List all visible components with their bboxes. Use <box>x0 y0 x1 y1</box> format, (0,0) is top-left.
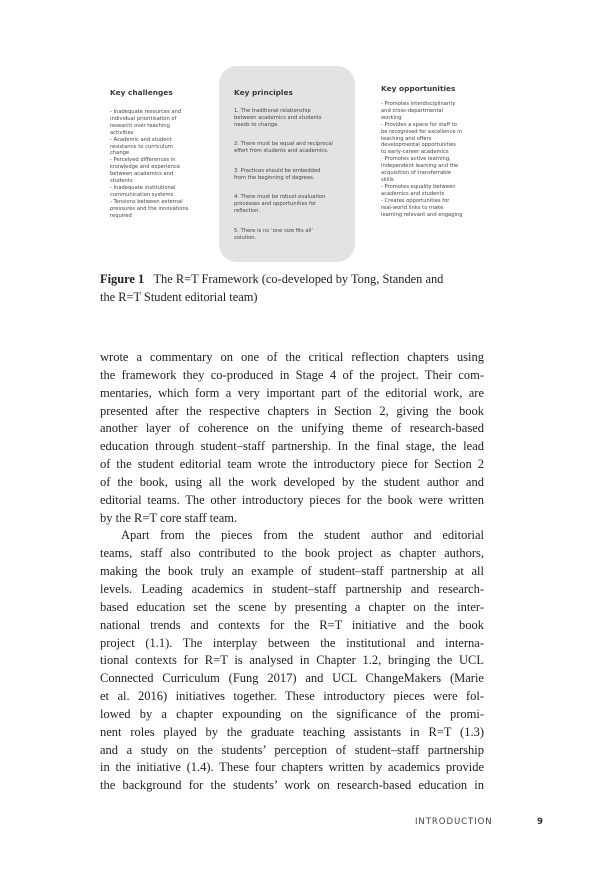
principle-line: processes and opportunities for <box>234 200 317 207</box>
opportunity-line: - Promotes equality between <box>381 183 456 190</box>
challenge-line: - Academic and student <box>110 136 172 143</box>
opportunity-line: skills <box>381 176 394 183</box>
challenge-line: students <box>110 178 133 185</box>
key-opportunities-list <box>381 101 485 218</box>
body-line: national trends and contexts for the R=T initiative and the book <box>100 617 484 632</box>
principle-line: 2. There must be equal and reciprocal <box>234 141 333 147</box>
challenge-line: - Inadequate institutional <box>110 184 176 191</box>
challenge-line: - Inadequate resources and <box>110 109 182 115</box>
opportunity-line: to early-career academics <box>381 149 449 156</box>
key-challenges-title: Key challenges <box>110 88 173 97</box>
principle-item <box>234 194 346 215</box>
body-line: another layer of coherence on the unifying theme of research-based <box>100 421 484 436</box>
challenge-line: resistance to curriculum <box>110 143 173 150</box>
framework-figure <box>100 66 485 262</box>
key-principles-panel <box>219 66 355 262</box>
key-challenges-list <box>110 109 210 220</box>
principle-line: solution. <box>234 234 257 241</box>
principle-line: 1. The traditional relationship <box>234 108 311 114</box>
challenge-line: research over teaching <box>110 122 170 129</box>
challenge-line: required <box>110 212 132 219</box>
opportunity-line: teaching and offers <box>381 135 432 142</box>
challenge-line: change <box>110 150 130 157</box>
principle-item <box>234 108 346 129</box>
challenge-line: pressures and the innovations <box>110 205 189 212</box>
opportunity-line: - Promotes active learning, <box>381 156 451 163</box>
opportunity-line: independent learning and the <box>381 163 459 170</box>
body-line: editorial teams. The other introductory pieces for the book were written <box>100 492 484 507</box>
principle-line: needs to change. <box>234 121 279 128</box>
principle-line: 4. There must be robust evaluation <box>234 194 326 200</box>
body-line: project (1.1). The interplay between the institutional and interna- <box>100 635 484 650</box>
opportunity-line: - Promotes interdisciplinarity <box>381 101 456 107</box>
challenge-line: communication systems <box>110 191 174 198</box>
opportunity-line: learning relevant and engaging <box>381 211 463 218</box>
opportunity-line: real-world links to make <box>381 204 444 211</box>
body-line: in the initiative (1.4). These four chapters written by academics provide <box>100 760 484 775</box>
opportunity-line: - Creates opportunities for <box>381 197 450 204</box>
opportunity-line: developmental opportunities <box>381 142 456 149</box>
principle-item <box>234 141 346 155</box>
principle-line: from the beginning of degrees. <box>234 174 315 181</box>
challenge-line: activities <box>110 129 134 136</box>
body-line: levels. Leading academics in student–staff partnership and research- <box>100 581 484 596</box>
page-number: 9 <box>537 817 543 827</box>
challenge-line: knowledge and experience <box>110 164 180 171</box>
body-line: by the R=T core staff team. <box>100 510 238 525</box>
body-line: nent roles played by the graduate teaching assistants in R=T (1.3) <box>100 724 484 739</box>
challenge-line: between academics and <box>110 171 174 178</box>
caption-text-line-2: the R=T Student editorial team) <box>100 289 258 304</box>
body-line: of the book, using all the work developed by the student author and <box>100 474 484 489</box>
principle-line: effort from students and academics. <box>234 147 329 154</box>
principle-item <box>234 168 346 182</box>
body-line: the background for the students’ work on research-based education in <box>100 778 484 793</box>
key-opportunities-title: Key opportunities <box>381 84 456 93</box>
figure-label: Figure 1 <box>100 272 145 286</box>
challenge-line: - Tensions between external <box>110 198 183 205</box>
challenge-line: - Perceived differences in <box>110 157 176 164</box>
principle-item <box>234 228 346 242</box>
body-line: making the book truly an example of student–staff partnership at all <box>100 564 484 579</box>
principle-line: 3. Practices should be embedded <box>234 168 321 174</box>
body-line: et al. 2016) initiatives together. These introductory pieces were fol- <box>100 689 484 704</box>
body-line: the framework they co-produced in Stage 4 of the project. Their com- <box>100 367 484 382</box>
running-footer-section: INTRODUCTION <box>415 817 493 827</box>
body-line: wrote a commentary on one of the critical reflection chapters using <box>100 350 484 364</box>
body-line: and a study on the students’ perception of student–staff partnership <box>100 742 484 757</box>
body-line: teams, staff also contributed to the book project as chapter authors, <box>100 546 484 561</box>
principle-line: between academics and students <box>234 114 322 121</box>
body-line: mentaries, which form a very important part of the editorial work, are <box>100 385 484 400</box>
opportunity-line: working <box>381 114 402 121</box>
key-principles-title: Key principles <box>234 88 293 97</box>
challenge-line: individual prioritisation of <box>110 115 177 122</box>
figure-caption <box>100 271 492 306</box>
body-line: of the student editorial team wrote the introductory piece for Section 2 <box>100 457 484 472</box>
body-line: lowed by a chapter expounding on the significance of the promi- <box>100 706 484 721</box>
body-text <box>100 349 484 795</box>
opportunity-line: academics and students <box>381 190 445 197</box>
body-line: presented after the respective chapters in Section 2, giving the book <box>100 403 484 418</box>
body-line: tional contexts for R=T is analysed in Chapter 1.2, bringing the UCL <box>100 653 484 668</box>
opportunity-line: be recognised for excellence in <box>381 128 462 135</box>
body-line: education through student–staff partnership. In the final stage, the lead <box>100 439 484 454</box>
caption-text-line-1: The R=T Framework (co-developed by Tong, Standen and <box>153 272 444 286</box>
principle-line: 5. There is no ‘one size fits all’ <box>234 228 314 234</box>
opportunity-line: - Provides a space for staff to <box>381 121 457 128</box>
body-line: based education set the scene by presenting a chapter on the inter- <box>100 599 484 614</box>
opportunity-line: acquisition of transferrable <box>381 170 452 177</box>
body-line: Connected Curriculum (Fung 2017) and UCL ChangeMakers (Marie <box>100 671 484 686</box>
principle-line: reflection. <box>234 207 261 214</box>
opportunity-line: and cross-departmental <box>381 107 444 114</box>
body-line: Apart from the pieces from the student author and editorial <box>121 528 484 543</box>
